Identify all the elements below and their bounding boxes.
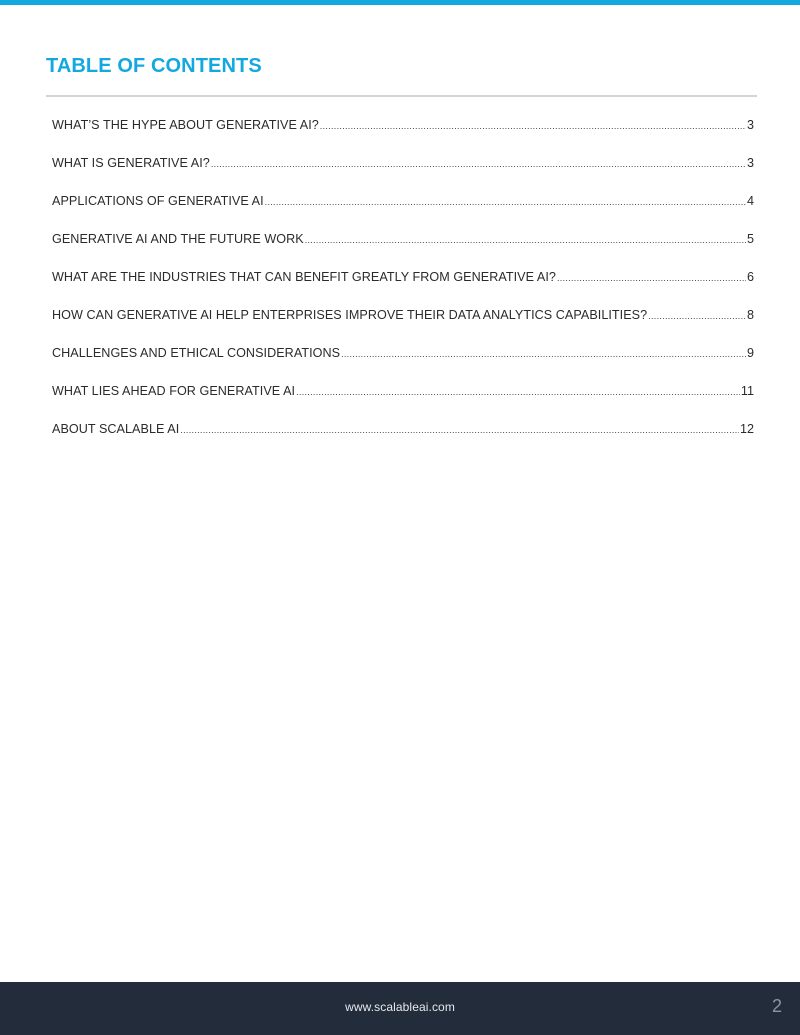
toc-list (52, 113, 754, 455)
toc-entry-label: ABOUT SCALABLE AI (52, 422, 180, 436)
toc-entry-label: WHAT LIES AHEAD FOR GENERATIVE AI (52, 384, 296, 398)
toc-dot-leader (320, 114, 746, 138)
toc-dot-leader (180, 418, 739, 442)
toc-entry-page: 11 (740, 384, 754, 398)
toc-dot-leader (265, 190, 746, 214)
toc-entry[interactable] (52, 417, 754, 455)
toc-entry-label: CHALLENGES AND ETHICAL CONSIDERATIONS (52, 346, 341, 360)
toc-dot-leader (296, 380, 740, 404)
page-number: 2 (771, 996, 782, 1016)
toc-entry[interactable] (52, 303, 754, 341)
toc-dot-leader (557, 266, 746, 290)
toc-entry[interactable] (52, 189, 754, 227)
toc-dot-leader (341, 342, 746, 366)
toc-dot-leader (211, 152, 746, 176)
footer-website-link[interactable]: www.scalableai.com (345, 1000, 455, 1014)
toc-entry-page: 6 (746, 270, 754, 284)
toc-entry[interactable] (52, 379, 754, 417)
toc-entry-page: 9 (746, 346, 754, 360)
toc-entry-label: WHAT IS GENERATIVE AI? (52, 156, 210, 170)
toc-entry[interactable] (52, 341, 754, 379)
toc-entry[interactable] (52, 151, 754, 189)
page-title: TABLE OF CONTENTS (46, 55, 262, 77)
top-accent-bar (0, 0, 800, 5)
toc-dot-leader (305, 228, 746, 252)
toc-dot-leader (648, 304, 746, 328)
toc-entry-label: WHAT ARE THE INDUSTRIES THAT CAN BENEFIT GREATLY FROM GENERATIVE AI? (52, 270, 556, 284)
toc-entry-page: 4 (746, 194, 754, 208)
toc-entry[interactable] (52, 265, 754, 303)
toc-entry-label: GENERATIVE AI AND THE FUTURE WORK (52, 232, 304, 246)
toc-entry-label: APPLICATIONS OF GENERATIVE AI (52, 194, 264, 208)
title-divider (46, 95, 757, 97)
toc-entry-page: 3 (746, 156, 754, 170)
toc-entry[interactable] (52, 113, 754, 151)
page-footer (0, 982, 800, 1035)
toc-entry-page: 3 (746, 118, 754, 132)
toc-entry[interactable] (52, 227, 754, 265)
toc-entry-page: 12 (739, 422, 754, 436)
toc-entry-label: HOW CAN GENERATIVE AI HELP ENTERPRISES IMPROVE THEIR DATA ANALYTICS CAPABILITIES? (52, 308, 648, 322)
toc-entry-page: 5 (746, 232, 754, 246)
toc-entry-page: 8 (746, 308, 754, 322)
toc-entry-label: WHAT’S THE HYPE ABOUT GENERATIVE AI? (52, 118, 319, 132)
